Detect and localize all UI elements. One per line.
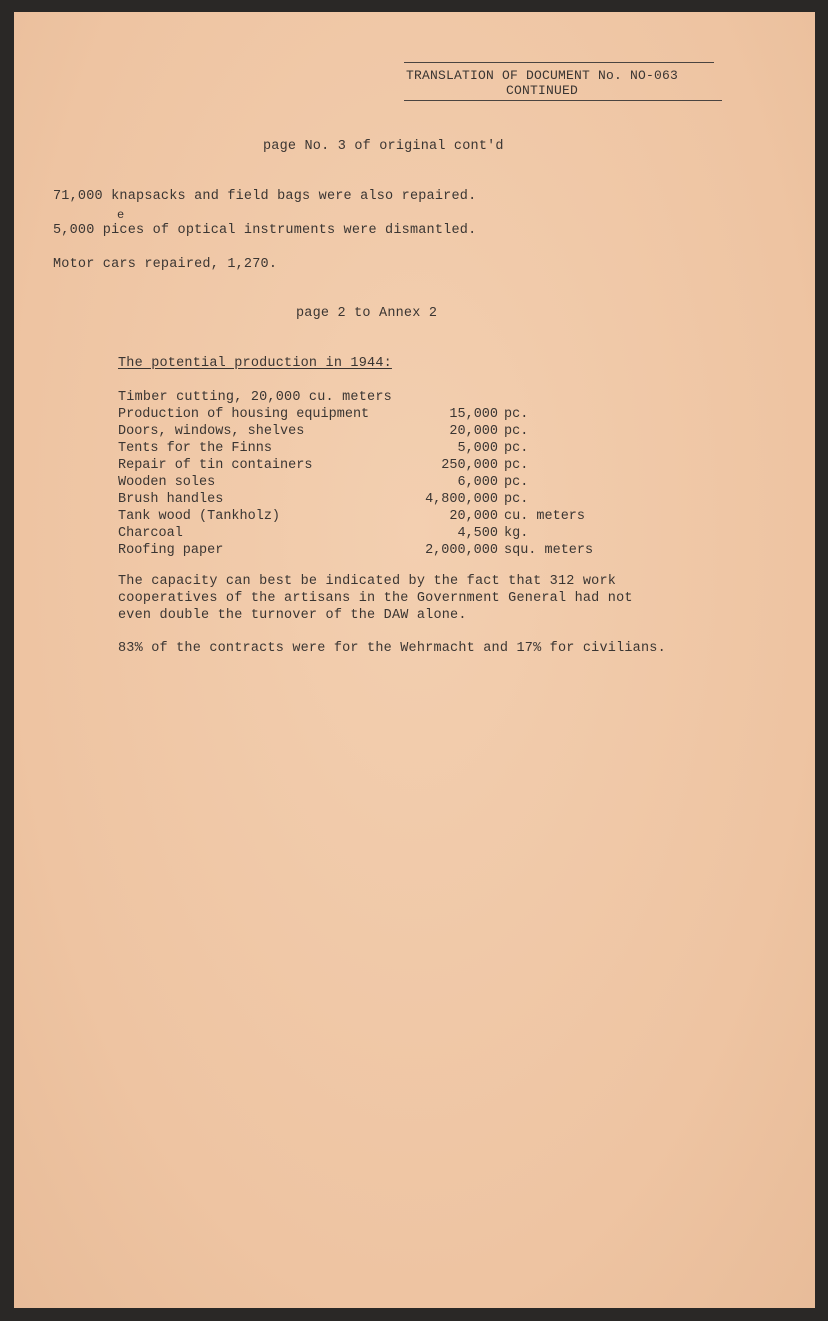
table-row — [118, 458, 618, 475]
table-row — [118, 492, 618, 509]
intro-line-1: 71,000 knapsacks and field bags were also repaired. — [53, 189, 477, 204]
row-unit: pc. — [504, 407, 529, 422]
production-title: The potential production in 1944: — [118, 356, 392, 371]
document-subtitle: CONTINUED — [506, 83, 579, 98]
capacity-line-2: cooperatives of the artisans in the Government General had not — [118, 591, 633, 606]
table-row — [118, 441, 618, 458]
production-first-item: Timber cutting, 20,000 cu. meters — [118, 390, 392, 405]
row-qty: 20,000 — [449, 424, 498, 439]
row-qty: 20,000 — [449, 509, 498, 524]
row-qty: 250,000 — [441, 458, 498, 473]
annex-note: page 2 to Annex 2 — [296, 306, 438, 321]
row-unit: pc. — [504, 492, 529, 507]
table-row — [118, 424, 618, 441]
row-unit: squ. meters — [504, 543, 594, 558]
contracts-line: 83% of the contracts were for the Wehrmacht and 17% for civilians. — [118, 641, 666, 656]
row-item: Brush handles — [118, 492, 224, 507]
intro-line-2: 5,000 pices of optical instruments were dismantled. — [53, 223, 477, 238]
row-item: Wooden soles — [118, 475, 216, 490]
table-row — [118, 509, 618, 526]
document-page — [14, 12, 815, 1308]
capacity-line-1: The capacity can best be indicated by the fact that 312 work — [118, 574, 617, 589]
row-qty: 2,000,000 — [425, 543, 498, 558]
row-item: Repair of tin containers — [118, 458, 313, 473]
row-item: Tents for the Finns — [118, 441, 272, 456]
row-qty: 4,500 — [457, 526, 498, 541]
row-unit: cu. meters — [504, 509, 586, 524]
row-qty: 5,000 — [457, 441, 498, 456]
row-unit: pc. — [504, 458, 529, 473]
row-qty: 15,000 — [449, 407, 498, 422]
document-title: TRANSLATION OF DOCUMENT No. NO-063 — [406, 68, 679, 83]
row-unit: pc. — [504, 441, 529, 456]
page-note: page No. 3 of original cont'd — [263, 139, 504, 154]
table-row — [118, 407, 618, 424]
row-unit: pc. — [504, 424, 529, 439]
capacity-line-3: even double the turnover of the DAW alone. — [118, 608, 467, 623]
row-unit: pc. — [504, 475, 529, 490]
intro-line-3: Motor cars repaired, 1,270. — [53, 257, 278, 272]
row-item: Roofing paper — [118, 543, 224, 558]
table-row — [118, 526, 618, 543]
row-item: Production of housing equipment — [118, 407, 370, 422]
row-item: Tank wood (Tankholz) — [118, 509, 281, 524]
header-rule-top — [404, 62, 714, 63]
row-qty: 6,000 — [457, 475, 498, 490]
row-qty: 4,800,000 — [425, 492, 498, 507]
row-item: Charcoal — [118, 526, 183, 541]
row-item: Doors, windows, shelves — [118, 424, 305, 439]
row-unit: kg. — [504, 526, 529, 541]
table-row — [118, 475, 618, 492]
insert-mark: e — [117, 208, 125, 222]
table-row — [118, 543, 618, 560]
header-rule-bottom — [404, 100, 722, 101]
